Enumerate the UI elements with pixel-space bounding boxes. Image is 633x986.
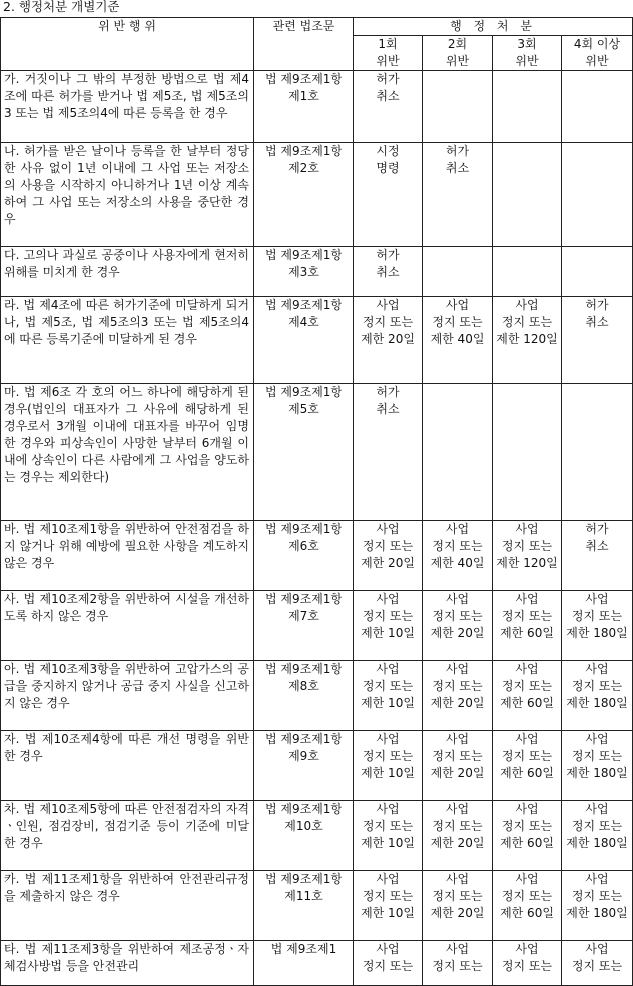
penalty-1-cell: 허가 취소 [354,247,423,297]
penalty-2-cell: 사업 정지 또는 [423,941,493,986]
penalty-2-cell [423,71,493,143]
table-row [1,661,633,731]
penalty-1-cell: 시정 명령 [354,143,423,247]
law-cell: 법 제9조제1항 제4호 [254,297,354,384]
penalty-1-cell: 허가 취소 [354,71,423,143]
violation-cell: 바. 법 제10조제1항을 위반하여 안전점검을 하지 않거나 위해 예방에 필요한 사항을 계도하지 않은 경우 [1,521,254,591]
penalty-2-cell [423,247,493,297]
penalty-2-cell [423,384,493,521]
penalty-3-cell: 사업 정지 또는 제한 60일 [493,801,562,871]
penalty-2-cell: 사업 정지 또는 제한 20일 [423,801,493,871]
penalty-4-cell: 사업 정지 또는 제한 180일 [562,661,633,731]
violation-cell: 아. 법 제10조제3항을 위반하여 고압가스의 공급을 중지하지 않거나 공급 중지 사실을 신고하지 않은 경우 [1,661,254,731]
penalty-2-cell: 사업 정지 또는 제한 20일 [423,731,493,801]
table-row [1,871,633,941]
law-cell: 법 제9조제1항 제10호 [254,801,354,871]
penalty-3-cell [493,247,562,297]
penalty-3-cell: 사업 정지 또는 제한 60일 [493,591,562,661]
law-cell: 법 제9조제1항 제2호 [254,143,354,247]
violation-cell: 타. 법 제11조제3항을 위반하여 제조공정ㆍ자체검사방법 등을 안전관리 [1,941,254,986]
penalty-1-cell: 사업 정지 또는 제한 20일 [354,521,423,591]
penalty-2-cell: 허가 취소 [423,143,493,247]
penalty-4-cell: 허가 취소 [562,297,633,384]
sanction-standards-table [0,17,633,986]
header-violation: 위 반 행 위 [1,18,254,71]
table-row [1,71,633,143]
penalty-4-cell [562,384,633,521]
law-cell: 법 제9조제1항 제11호 [254,871,354,941]
header-count-2: 2회 위반 [423,36,493,71]
header-count-4: 4회 이상 위반 [562,36,633,71]
header-admin-action: 행 정 처 분 [354,18,633,36]
penalty-1-cell: 사업 정지 또는 제한 10일 [354,871,423,941]
penalty-4-cell: 사업 정지 또는 [562,941,633,986]
penalty-4-cell: 사업 정지 또는 제한 180일 [562,871,633,941]
law-cell: 법 제9조제1항 제9호 [254,731,354,801]
penalty-1-cell: 허가 취소 [354,384,423,521]
table-row [1,591,633,661]
violation-cell: 차. 법 제10조제5항에 따른 안전점검자의 자격ㆍ인원, 점검장비, 점검기준 등이 기준에 미달한 경우 [1,801,254,871]
penalty-3-cell: 사업 정지 또는 제한 60일 [493,731,562,801]
table-row [1,801,633,871]
table-row [1,941,633,986]
law-cell: 법 제9조제1항 제5호 [254,384,354,521]
penalty-2-cell: 사업 정지 또는 제한 40일 [423,297,493,384]
law-cell: 법 제9조제1항 제7호 [254,591,354,661]
violation-cell: 자. 법 제10조제4항에 따른 개선 명령을 위반한 경우 [1,731,254,801]
penalty-1-cell: 사업 정지 또는 제한 10일 [354,591,423,661]
table-row [1,521,633,591]
penalty-4-cell [562,143,633,247]
penalty-1-cell: 사업 정지 또는 제한 10일 [354,731,423,801]
header-count-1: 1회 위반 [354,36,423,71]
penalty-3-cell: 사업 정지 또는 제한 120일 [493,521,562,591]
violation-cell: 라. 법 제4조에 따른 허가기준에 미달하게 되거나, 법 제5조, 법 제5조의3 또는 법 제5조의4에 따른 등록기준에 미달하게 된 경우 [1,297,254,384]
penalty-2-cell: 사업 정지 또는 제한 40일 [423,521,493,591]
penalty-3-cell: 사업 정지 또는 제한 120일 [493,297,562,384]
law-cell: 법 제9조제1 [254,941,354,986]
penalty-4-cell [562,247,633,297]
penalty-3-cell [493,71,562,143]
section-title: 2. 행정처분 개별기준 [3,0,120,14]
table-row [1,143,633,247]
penalty-2-cell: 사업 정지 또는 제한 20일 [423,871,493,941]
violation-cell: 가. 거짓이나 그 밖의 부정한 방법으로 법 제4조에 따른 허가를 받거나 법 제5조, 법 제5조의3 또는 법 제5조의4에 따른 등록을 한 경우 [1,71,254,143]
penalty-4-cell: 사업 정지 또는 제한 180일 [562,801,633,871]
violation-cell: 다. 고의나 과실로 공중이나 사용자에게 현저히 위해를 미치게 한 경우 [1,247,254,297]
penalty-4-cell: 허가 취소 [562,521,633,591]
law-cell: 법 제9조제1항 제6호 [254,521,354,591]
violation-cell: 카. 법 제11조제1항을 위반하여 안전관리규정을 제출하지 않은 경우 [1,871,254,941]
penalty-3-cell: 사업 정지 또는 제한 60일 [493,871,562,941]
penalty-4-cell [562,71,633,143]
penalty-1-cell: 사업 정지 또는 제한 10일 [354,661,423,731]
penalty-4-cell: 사업 정지 또는 제한 180일 [562,591,633,661]
violation-cell: 마. 법 제6조 각 호의 어느 하나에 해당하게 된 경우(법인의 대표자가 그 사유에 해당하게 된 경우로서 3개월 이내에 대표자를 바꾸어 임명한 경우와 피상속인이 사망한 날부터 6개월 이내에 상속인이 다른 사람에게 그 사업을 양도하는 경우는 제외한다) [1,384,254,521]
law-cell: 법 제9조제1항 제1호 [254,71,354,143]
penalty-4-cell: 사업 정지 또는 제한 180일 [562,731,633,801]
law-cell: 법 제9조제1항 제3호 [254,247,354,297]
law-cell: 법 제9조제1항 제8호 [254,661,354,731]
penalty-1-cell: 사업 정지 또는 [354,941,423,986]
violation-cell: 사. 법 제10조제2항을 위반하여 시설을 개선하도록 하지 않은 경우 [1,591,254,661]
penalty-3-cell: 사업 정지 또는 [493,941,562,986]
table-row [1,297,633,384]
penalty-3-cell: 사업 정지 또는 제한 60일 [493,661,562,731]
penalty-2-cell: 사업 정지 또는 제한 20일 [423,591,493,661]
penalty-2-cell: 사업 정지 또는 제한 20일 [423,661,493,731]
violation-cell: 나. 허가를 받은 날이나 등록을 한 날부터 정당한 사유 없이 1년 이내에 그 사업 또는 저장소의 사용을 시작하지 아니하거나 1년 이상 계속하여 그 사업 또는 저장소의 사용을 중단한 경우 [1,143,254,247]
table-row [1,731,633,801]
penalty-3-cell [493,143,562,247]
penalty-1-cell: 사업 정지 또는 제한 10일 [354,801,423,871]
penalty-1-cell: 사업 정지 또는 제한 20일 [354,297,423,384]
header-count-3: 3회 위반 [493,36,562,71]
header-law: 관련 법조문 [254,18,354,71]
table-row [1,247,633,297]
penalty-3-cell [493,384,562,521]
table-row [1,384,633,521]
